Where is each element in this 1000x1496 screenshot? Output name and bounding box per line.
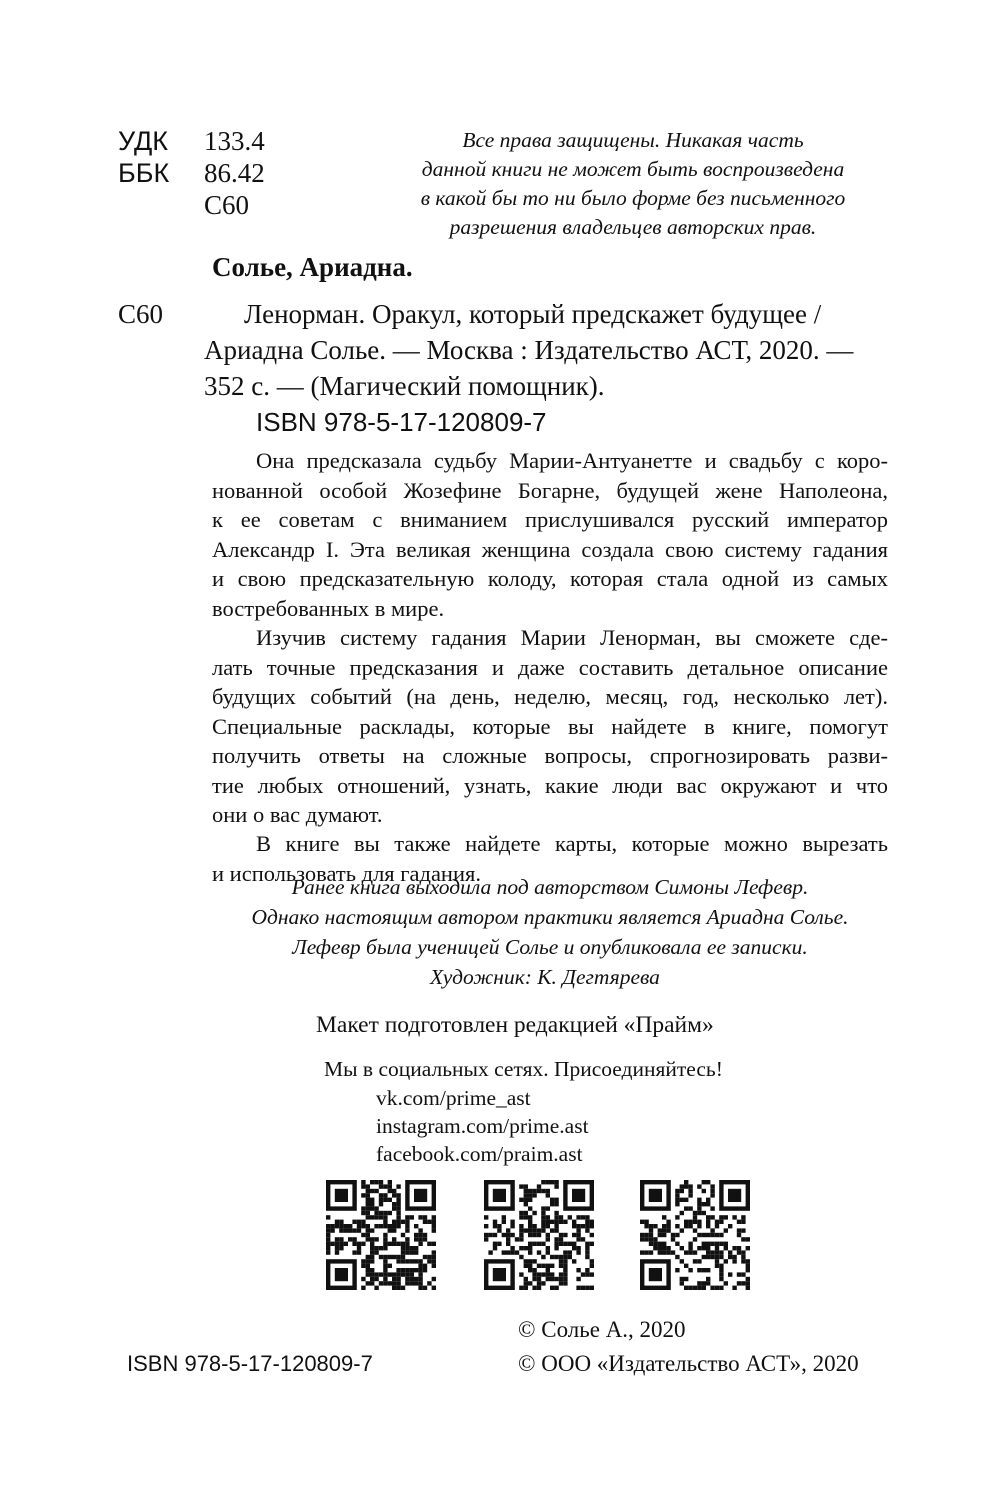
udk-label: УДК <box>118 126 168 156</box>
annotation-line: и использовать для гадания. <box>212 860 481 886</box>
layout-credit: Макет подготовлен редакцией «Прайм» <box>316 1012 714 1038</box>
rights-line: разрешения владельцев авторских прав. <box>449 215 817 239</box>
annotation-line: будущих событий (на день, неделю, месяц, год, несколько лет). <box>212 684 888 709</box>
annotation-line: нованной особой Жозефине Богарне, будущей жене Наполеона, <box>212 477 888 503</box>
annotation-line: получить ответы на сложные вопросы, спрогнозировать разви- <box>212 743 888 768</box>
annotation-line: они о вас думают. <box>212 802 383 827</box>
authorship-note <box>212 872 888 962</box>
rights-notice <box>388 126 878 242</box>
social-link-facebook[interactable]: facebook.com/praim.ast <box>376 1142 583 1166</box>
copyright-author: © Солье А., 2020 <box>518 1317 686 1342</box>
note-line: Ранее книга выходила под авторством Симоны Лефевр. <box>291 875 809 899</box>
instagram-qr-code-icon[interactable] <box>484 1180 594 1290</box>
social-link-instagram[interactable]: instagram.com/prime.ast <box>376 1114 589 1138</box>
annotation-line: к ее советам с вниманием прислушивался русский император <box>212 507 888 532</box>
bibliographic-sign: С60 <box>118 299 164 329</box>
annotation-paragraph-1 <box>212 446 888 623</box>
note-line: Однако настоящим автором практики является Ариадна Солье. <box>251 905 849 929</box>
bbk-value: 86.42 <box>204 158 265 188</box>
author-sign: С60 <box>204 190 250 220</box>
annotation-paragraph-2 <box>212 623 888 830</box>
udk-value: 133.4 <box>204 126 265 156</box>
annotation-line: и свою предсказательную колоду, которая стала одной из самых <box>212 566 888 591</box>
annotation-line: Изучив систему гадания Марии Ленорман, вы сможете сде- <box>256 625 888 650</box>
annotation-line: востребованных в мире. <box>212 595 445 621</box>
artist-credit: Художник: К. Дегтярева <box>430 965 660 989</box>
social-link-vk[interactable]: vk.com/prime_ast <box>376 1086 531 1110</box>
vk-qr-code-icon[interactable] <box>326 1180 436 1290</box>
isbn-footer: ISBN 978-5-17-120809-7 <box>127 1351 373 1376</box>
note-line: Лефевр была ученицей Солье и опубликовала ее записки. <box>292 935 808 959</box>
social-heading: Мы в социальных сетях. Присоединяйтесь! <box>324 1057 723 1081</box>
isbn-main: ISBN 978-5-17-120809-7 <box>256 407 547 437</box>
bibliographic-line: Ариадна Солье. — Москва : Издательство АСТ, 2020. — <box>204 335 854 365</box>
rights-line: данной книги не может быть воспроизведена <box>421 157 845 181</box>
facebook-qr-code-icon[interactable] <box>640 1180 750 1290</box>
rights-line: Все права защищены. Никакая часть <box>462 128 804 152</box>
author-heading: Солье, Ариадна. <box>212 252 413 282</box>
bibliographic-line: 352 с. — (Магический помощник). <box>204 371 605 401</box>
annotation-line: тие любых отношений, узнать, какие люди вас окружают и что <box>212 772 888 798</box>
bibliographic-line: Ленорман. Оракул, который предскажет будущее / <box>244 299 822 329</box>
bbk-label: ББК <box>118 158 170 188</box>
annotation-line: Она предсказала судьбу Марии-Антуанетте и свадьбу с коро- <box>256 448 888 473</box>
annotation-line: В книге вы также найдете карты, которые можно вырезать <box>256 831 888 856</box>
annotation-line: Специальные расклады, которые вы найдете в книге, помогут <box>212 713 888 739</box>
copyright-publisher: © ООО «Издательство АСТ», 2020 <box>518 1351 859 1376</box>
annotation-line: лать точные предсказания и даже составить детальное описание <box>212 654 888 680</box>
rights-line: в какой бы то ни было форме без письменного <box>420 186 846 210</box>
annotation-line: Александр I. Эта великая женщина создала свою систему гадания <box>212 536 888 562</box>
